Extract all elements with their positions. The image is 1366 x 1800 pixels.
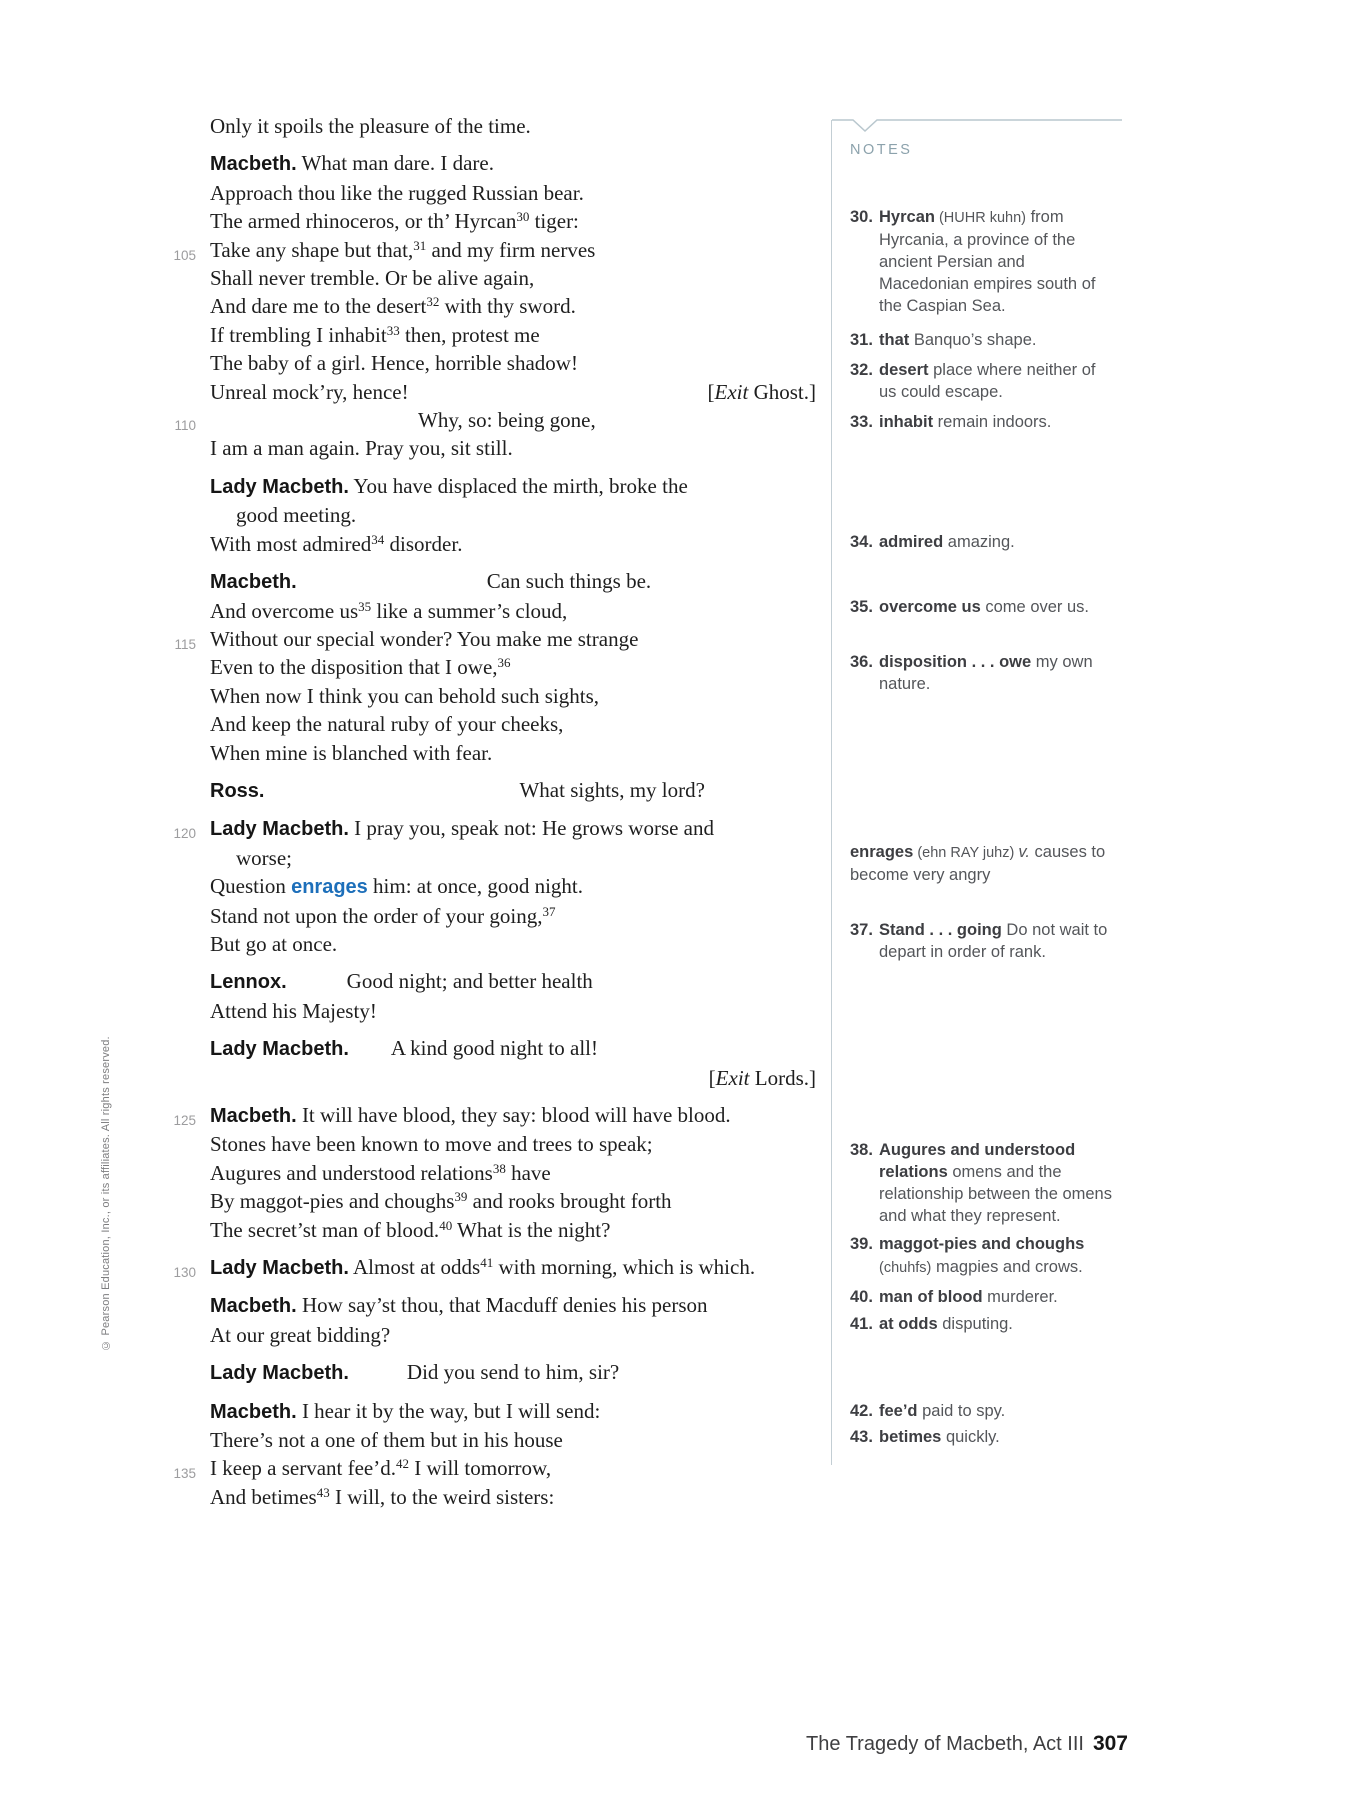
stage-direction [698,378,817,406]
note-number: 33. [850,413,873,431]
verse-line [210,682,816,710]
note-item [850,411,1117,433]
note-run: causes to become very angry [850,843,1106,884]
text-run: Question [210,874,292,899]
line-text [210,1454,816,1482]
speech-block [210,967,816,1025]
note-run: betimes [879,1428,942,1446]
text-run: It will have blood, they say: blood will have blood. [296,1103,731,1127]
line-text [210,653,816,681]
text-run: then, protest me [399,322,540,347]
note-text [879,598,1089,616]
speech-block [173,1101,816,1244]
note-run: overcome us [879,598,981,616]
note-number: 35. [850,598,873,616]
speech-block [173,1397,816,1512]
text-run: A kind good night to all! [390,1036,598,1061]
note-run: disputing. [937,1315,1013,1333]
line-text [210,236,816,264]
text-run: Why, so: being gone, [418,408,596,433]
line-text [210,1397,816,1426]
verse-line [210,1321,816,1349]
text-run: Ghost.] [748,379,816,404]
text-run: If trembling I inhabit [210,322,387,347]
speech-block [174,567,816,767]
line-text [210,112,816,140]
note-text [879,1402,1005,1420]
copyright-notice: © Pearson Education, Inc., or its affiliates. All rights reserved. [100,1036,112,1351]
speech-block [210,472,816,558]
text-run: By maggot-pies and choughs [210,1189,455,1214]
verse-line [210,653,816,681]
verse-line [210,1358,816,1387]
speaker-name: Ross. [210,779,265,802]
notes-sidebar [831,118,1123,1448]
text-run: What is the night? [452,1217,611,1242]
line-text [210,179,816,207]
verse-line [173,1454,816,1482]
note-text [879,1315,1013,1333]
note-run: come over us. [980,598,1090,616]
line-text [210,1101,816,1130]
speaker-name: Lady Macbeth. [210,1257,349,1280]
note-run: omens and the relationship between the omens and what they represent. [879,1163,1112,1225]
text-run: Lords.] [749,1065,816,1090]
text-run: What man dare. I dare. [296,151,494,176]
verse-line [210,1130,816,1158]
note-run: Augures and understood relations [879,1141,1076,1181]
footnote-ref: 32 [426,294,440,310]
text-run: And overcome us [210,598,359,623]
note-run: enrages [850,843,914,861]
note-item [850,359,1117,403]
line-text [210,1291,816,1320]
line-text [210,434,816,462]
speaker-name: Macbeth. [210,1400,297,1423]
stage-direction [699,1064,816,1092]
line-text [210,625,816,653]
verse-line [210,1397,816,1426]
text-run: disorder. [384,531,463,556]
stage-direction-italic: Exit [715,1065,750,1090]
speaker-name: Lady Macbeth. [210,1038,349,1061]
text-run: worse; [236,845,292,870]
note-number: 32. [850,361,873,379]
verse-line [210,776,816,805]
note-run: remain indoors. [933,413,1052,431]
note-item [850,1233,1117,1279]
line-text [210,292,816,320]
line-number: 125 [173,1113,196,1128]
speech-block [210,1358,816,1387]
text-run: The armed rhinoceros, or th’ Hyrcan [210,209,517,234]
line-text [210,872,816,901]
speaker-name: Lady Macbeth. [210,818,349,841]
footnote-ref: 37 [542,903,556,919]
verse-line [210,530,816,558]
page-number: 307 [1092,1732,1128,1755]
line-text [210,597,816,625]
text-run: And dare me to the desert [210,294,427,319]
text-run: And betimes [210,1484,317,1509]
note-run: from Hyrcania, a province of the ancient Persian and Macedonian empires south of the Caspian Sea. [879,208,1096,315]
verse-line [210,1064,816,1092]
line-text [210,349,816,377]
page-footer [806,1732,1128,1756]
text-run: good meeting. [236,503,357,528]
note-item [850,206,1117,317]
note-number: 43. [850,1428,873,1446]
line-text [210,1130,816,1158]
play-text [173,112,816,1511]
text-run: When mine is blanched with fear. [210,740,493,765]
verse-line [210,264,816,292]
speaker-name: Macbeth. [210,1295,297,1318]
note-text [879,921,1107,961]
line-text [210,930,816,958]
text-run: And keep the natural ruby of your cheeks, [210,712,564,737]
note-run: Stand . . . going [879,921,1002,939]
text-run: Shall never tremble. Or be alive again, [210,266,535,291]
vocab-word: enrages [291,876,368,899]
speech-block [210,112,816,140]
spacer [287,987,347,988]
note-item [850,329,1117,351]
text-run: I keep a servant fee’d. [210,1456,396,1481]
note-number: 41. [850,1315,873,1333]
footnote-ref: 43 [316,1484,330,1500]
text-run: and my firm nerves [426,237,596,262]
verse-line [210,1483,816,1511]
line-text [210,321,816,349]
note-number: 42. [850,1402,873,1420]
note-item [850,841,1117,886]
text-run: I am a man again. Pray you, sit still. [210,436,513,461]
spacer [349,1378,407,1379]
note-run: fee’d [879,1402,918,1420]
footnote-ref: 39 [454,1189,468,1205]
note-text [879,1428,1000,1446]
speech-block [173,149,816,462]
note-run: (ehn RAY juhz) [913,845,1019,861]
spacer [264,796,519,797]
text-run: Without our special wonder? You make me strange [210,626,639,651]
note-run: Hyrcan [879,208,935,226]
verse-line [210,1426,816,1454]
footnote-ref: 41 [480,1255,494,1271]
text-run: tiger: [529,209,579,234]
note-item [850,531,1117,553]
verse-line [174,625,816,653]
text-run: How say’st thou, that Macduff denies his person [296,1293,708,1318]
verse-line [210,378,816,406]
verse-line [210,739,816,767]
line-text [210,264,816,292]
line-text [210,207,816,235]
note-run: murderer. [982,1288,1058,1306]
note-run: (HUHR kuhn) [934,210,1026,226]
note-run: that [879,331,910,349]
note-item [850,1313,1117,1335]
verse-line [210,997,816,1025]
text-run: The secret’st man of blood. [210,1217,440,1242]
text-run: [ [708,1065,716,1090]
line-text [210,814,816,843]
note-run: amazing. [943,533,1015,551]
verse-line [210,844,816,872]
note-text [879,208,1095,315]
note-number: 40. [850,1288,873,1306]
note-item [850,1426,1117,1448]
text-run: Even to the disposition that I owe, [210,655,498,680]
speaker-name: Macbeth. [210,571,297,594]
footnote-ref: 33 [386,322,400,338]
speaker-name: Lady Macbeth. [210,1362,349,1385]
line-text [210,567,816,596]
notes-header: NOTES [850,142,913,158]
verse-line [210,349,816,377]
note-number: 34. [850,533,873,551]
note-item [850,1139,1117,1227]
note-run: paid to spy. [917,1402,1006,1420]
verse-line [173,1253,816,1282]
footnote-ref: 36 [497,655,511,671]
note-run: quickly. [941,1428,1000,1446]
text-run: Unreal mock’ry, hence! [210,379,409,404]
verse-line [210,149,816,178]
line-text [210,1216,816,1244]
note-item [850,1286,1117,1308]
line-text [210,967,816,996]
line-text [210,406,816,434]
notes-tab-notch-icon [831,118,1123,134]
speech-block [173,814,816,958]
spacer [297,587,487,588]
verse-line [210,501,816,529]
line-text [210,149,816,178]
note-text [879,413,1051,431]
line-text [210,1426,816,1454]
text-run: Take any shape but that, [210,237,414,262]
text-run: Can such things be. [486,569,652,594]
line-number: 135 [173,1466,196,1482]
line-text [210,1483,816,1511]
text-run: Augures and understood relations [210,1160,493,1185]
note-number: 37. [850,921,873,939]
note-text [879,1288,1058,1306]
verse-line [210,292,816,320]
footer-title: The Tragedy of Macbeth, Act III [806,1733,1084,1755]
note-run: at odds [879,1315,938,1333]
note-number: 36. [850,653,873,671]
verse-line [210,1291,816,1320]
stage-direction-italic: Exit [714,379,749,404]
line-text [210,1187,816,1215]
line-number: 110 [174,418,196,434]
line-text [210,1034,816,1063]
verse-line [210,1216,816,1244]
speaker-name: Lady Macbeth. [210,475,349,498]
text-run: I pray you, speak not: He grows worse and [348,816,715,841]
text-run: and rooks brought forth [467,1189,672,1214]
text-run: Attend his Majesty! [210,998,377,1023]
text-run: with thy sword. [439,294,576,319]
text-run: [ [707,379,715,404]
footnote-ref: 30 [516,209,530,225]
verse-line [210,902,816,930]
speech-block [210,1291,816,1349]
note-number: 39. [850,1235,873,1253]
verse-line [210,967,816,996]
line-number: 105 [173,247,196,263]
notes-list [831,206,1123,1448]
text-run: When now I think you can behold such sights, [210,683,600,708]
text-run: What sights, my lord? [519,777,705,802]
note-run: my own nature. [879,653,1093,693]
note-text [879,1235,1084,1276]
verse-line [210,872,816,901]
line-text [210,378,698,406]
verse-line [173,814,816,843]
note-item [850,1400,1117,1422]
text-run: I will tomorrow, [408,1456,552,1481]
text-run: Good night; and better health [346,969,593,994]
verse-line [210,567,816,596]
text-run: Approach thou like the rugged Russian bear. [210,180,584,205]
line-number: 120 [173,826,196,842]
note-text [879,653,1093,693]
note-run: maggot-pies and choughs [879,1235,1085,1253]
note-text [879,361,1095,401]
verse-line [210,321,816,349]
line-text [210,844,816,872]
verse-line [210,930,816,958]
note-item [850,651,1117,695]
note-run: man of blood [879,1288,983,1306]
note-run: admired [879,533,944,551]
note-text [850,843,1105,884]
verse-line [210,1159,816,1187]
verse-line [210,710,816,738]
line-text [210,739,816,767]
line-text [210,710,816,738]
footnote-ref: 34 [371,531,385,547]
verse-line [210,434,816,462]
note-item [850,596,1117,618]
line-number: 115 [174,636,196,652]
note-run: magpies and crows. [931,1258,1083,1276]
verse-line [173,1101,816,1130]
text-run: I hear it by the way, but I will send: [296,1398,601,1423]
note-run: inhabit [879,413,934,431]
footnote-ref: 38 [492,1160,506,1176]
note-text [879,533,1015,551]
note-run: disposition . . . owe [879,653,1032,671]
text-run: You have displaced the mirth, broke the [348,473,688,498]
text-run: I will, to the weird sisters: [329,1484,555,1509]
spacer [349,1054,391,1055]
verse-line [210,207,816,235]
line-number: 130 [173,1265,196,1281]
verse-line [210,1034,816,1063]
speech-block [210,776,816,805]
verse-line [173,236,816,264]
note-text [879,331,1036,349]
note-number: 38. [850,1141,873,1159]
note-run: Do not wait to depart in order of rank. [879,921,1108,961]
text-run: Did you send to him, sir? [406,1360,620,1385]
line-text [210,530,816,558]
text-run: At our great bidding? [210,1322,391,1347]
footnote-ref: 35 [358,598,372,614]
line-text [210,776,816,805]
line-text [210,501,816,529]
text-run: Only it spoils the pleasure of the time. [210,114,531,138]
line-text [210,682,816,710]
line-text [210,1358,816,1387]
text-run: him: at once, good night. [367,874,584,899]
note-number: 31. [850,331,873,349]
note-run: Banquo’s shape. [909,331,1037,349]
speaker-name: Macbeth. [210,153,297,176]
note-item [850,919,1117,963]
notes-vertical-rule [831,120,832,1465]
verse-line [174,406,816,434]
speaker-name: Macbeth. [210,1105,297,1127]
verse-line [210,472,816,501]
note-run: (chuhfs) [879,1260,932,1276]
footnote-ref: 42 [395,1456,409,1472]
note-run: desert [879,361,929,379]
text-run: Almost at odds [348,1255,481,1280]
line-text [210,1321,816,1349]
speaker-name: Lennox. [210,971,287,994]
line-text [210,997,816,1025]
footnote-ref: 40 [439,1217,453,1233]
note-number: 30. [850,208,873,226]
verse-line [210,112,816,140]
note-run: place where neither of us could escape. [879,361,1096,401]
text-run: Stand not upon the order of your going, [210,903,543,928]
text-run: with morning, which is which. [493,1255,756,1280]
text-run: With most admired [210,531,372,556]
verse-line [210,1187,816,1215]
text-run: The baby of a girl. Hence, horrible shadow! [210,351,578,376]
text-run: Stones have been known to move and trees to speak; [210,1132,653,1157]
text-run: But go at once. [210,931,338,956]
verse-line [210,179,816,207]
speech-block [210,1034,816,1092]
footnote-ref: 31 [413,237,427,253]
text-run: have [505,1160,551,1185]
note-text [879,1141,1112,1225]
speech-block [173,1253,816,1282]
text-run: There’s not a one of them but in his house [210,1428,563,1453]
line-text [210,1159,816,1187]
text-run: like a summer’s cloud, [371,598,568,623]
note-run: v. [1018,843,1030,861]
line-text [210,902,816,930]
verse-line [210,597,816,625]
line-text [210,472,816,501]
line-text [210,1253,816,1282]
